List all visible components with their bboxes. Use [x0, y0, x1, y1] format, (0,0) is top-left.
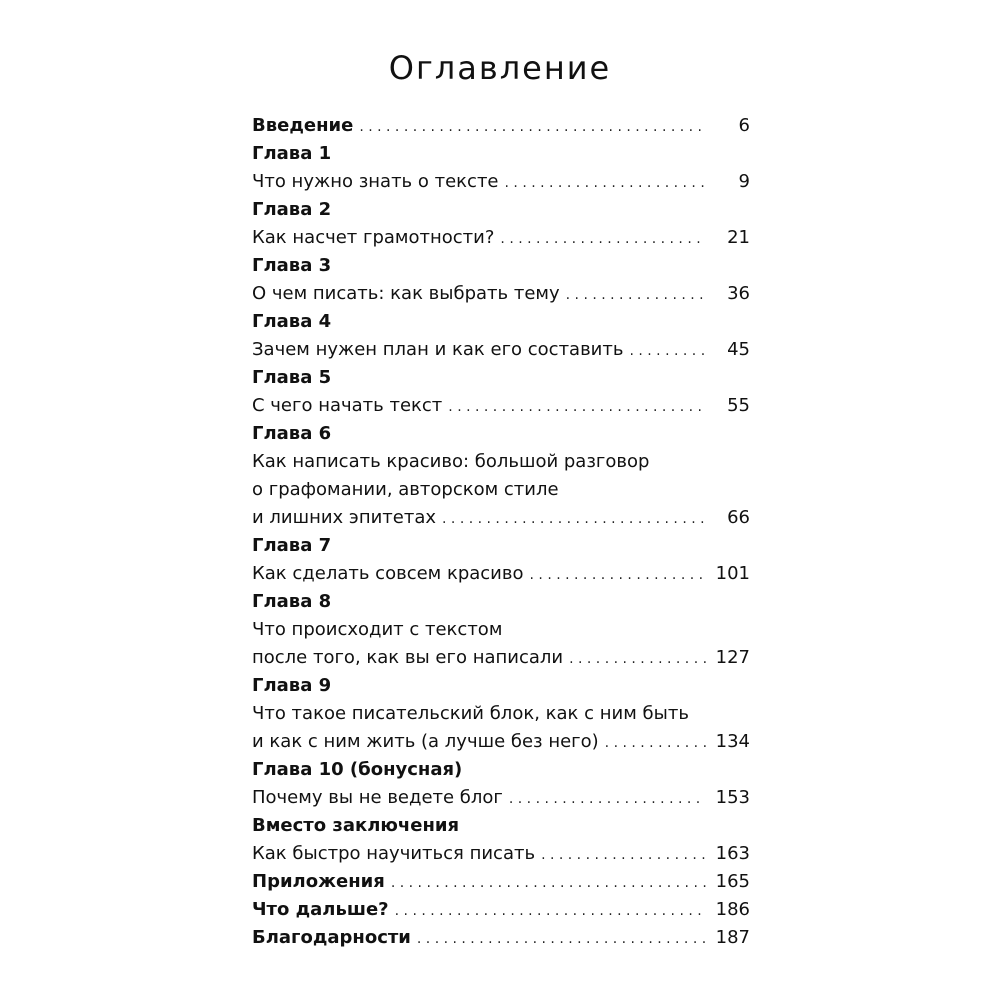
page-number: 163 — [715, 843, 750, 864]
entry-heading: Введение — [252, 115, 354, 136]
entry-heading: Приложения — [252, 871, 385, 892]
page-number: 45 — [727, 339, 750, 360]
dot-leader — [359, 112, 706, 141]
entry-heading: Глава 2 — [252, 199, 332, 220]
entry-heading: Глава 3 — [252, 255, 332, 276]
dot-leader — [391, 868, 706, 897]
page-number: 36 — [727, 283, 750, 304]
page-number: 134 — [715, 731, 750, 752]
dot-leader — [448, 392, 706, 421]
page-number: 101 — [715, 563, 750, 584]
entry-heading: Глава 4 — [252, 311, 332, 332]
page-title: Оглавление — [388, 49, 612, 87]
dot-leader — [541, 840, 706, 869]
entry-title: С чего начать текст — [252, 395, 443, 416]
dot-leader — [509, 784, 706, 813]
page-number: 21 — [727, 227, 750, 248]
toc-entry-acknowledgements[interactable] — [252, 924, 750, 952]
page-number: 6 — [738, 115, 750, 136]
entry-title: Как сделать совсем красиво — [252, 563, 524, 584]
entry-heading: Глава 7 — [252, 535, 332, 556]
page-number: 187 — [715, 927, 750, 948]
dot-leader — [569, 644, 706, 673]
toc-entry-chapter-10[interactable] — [252, 756, 750, 812]
entry-heading: Глава 5 — [252, 367, 332, 388]
toc-entry-chapter-4[interactable] — [252, 308, 750, 364]
entry-title-line: и как с ним жить (а лучше без него) — [252, 731, 599, 752]
entry-heading: Вместо заключения — [252, 815, 460, 836]
toc-entry-conclusion[interactable] — [252, 812, 750, 868]
toc-entry-appendices[interactable] — [252, 868, 750, 896]
entry-title: О чем писать: как выбрать тему — [252, 283, 560, 304]
dot-leader — [629, 336, 706, 365]
entry-title-line: Что происходит с текстом — [252, 619, 503, 640]
toc-entry-introduction[interactable] — [252, 112, 750, 140]
entry-title-line: о графомании, авторском стиле — [252, 479, 559, 500]
dot-leader — [442, 504, 706, 533]
page-number: 186 — [715, 899, 750, 920]
entry-title: Что нужно знать о тексте — [252, 171, 499, 192]
dot-leader — [395, 896, 706, 925]
entry-heading: Глава 9 — [252, 675, 332, 696]
toc-entry-chapter-8[interactable] — [252, 588, 750, 672]
entry-heading: Что дальше? — [252, 899, 389, 920]
page-number: 9 — [738, 171, 750, 192]
entry-title: Как насчет грамотности? — [252, 227, 495, 248]
entry-heading: Глава 1 — [252, 143, 332, 164]
page-number: 165 — [715, 871, 750, 892]
toc-entry-chapter-3[interactable] — [252, 252, 750, 308]
entry-title: Как быстро научиться писать — [252, 843, 536, 864]
dot-leader — [605, 728, 706, 757]
dot-leader — [417, 924, 706, 953]
toc-entry-chapter-1[interactable] — [252, 140, 750, 196]
entry-heading: Благодарности — [252, 927, 411, 948]
dot-leader — [530, 560, 706, 589]
entry-title-line: после того, как вы его написали — [252, 647, 564, 668]
dot-leader — [505, 168, 706, 197]
entry-heading: Глава 8 — [252, 591, 332, 612]
page-number: 153 — [715, 787, 750, 808]
toc-entry-whats-next[interactable] — [252, 896, 750, 924]
page-number: 127 — [715, 647, 750, 668]
toc-entry-chapter-7[interactable] — [252, 532, 750, 588]
entry-title-line: Как написать красиво: большой разговор — [252, 451, 650, 472]
entry-heading: Глава 10 (бонусная) — [252, 759, 463, 780]
entry-title-line: Что такое писательский блок, как с ним быть — [252, 703, 689, 724]
entry-title: Почему вы не ведете блог — [252, 787, 503, 808]
table-of-contents — [252, 112, 750, 952]
toc-entry-chapter-6[interactable] — [252, 420, 750, 532]
toc-entry-chapter-9[interactable] — [252, 672, 750, 756]
page-number: 55 — [727, 395, 750, 416]
entry-heading: Глава 6 — [252, 423, 332, 444]
dot-leader — [566, 280, 706, 309]
entry-title-line: и лишних эпитетах — [252, 507, 437, 528]
toc-entry-chapter-5[interactable] — [252, 364, 750, 420]
toc-entry-chapter-2[interactable] — [252, 196, 750, 252]
page-number: 66 — [727, 507, 750, 528]
entry-title: Зачем нужен план и как его составить — [252, 339, 624, 360]
dot-leader — [500, 224, 706, 253]
